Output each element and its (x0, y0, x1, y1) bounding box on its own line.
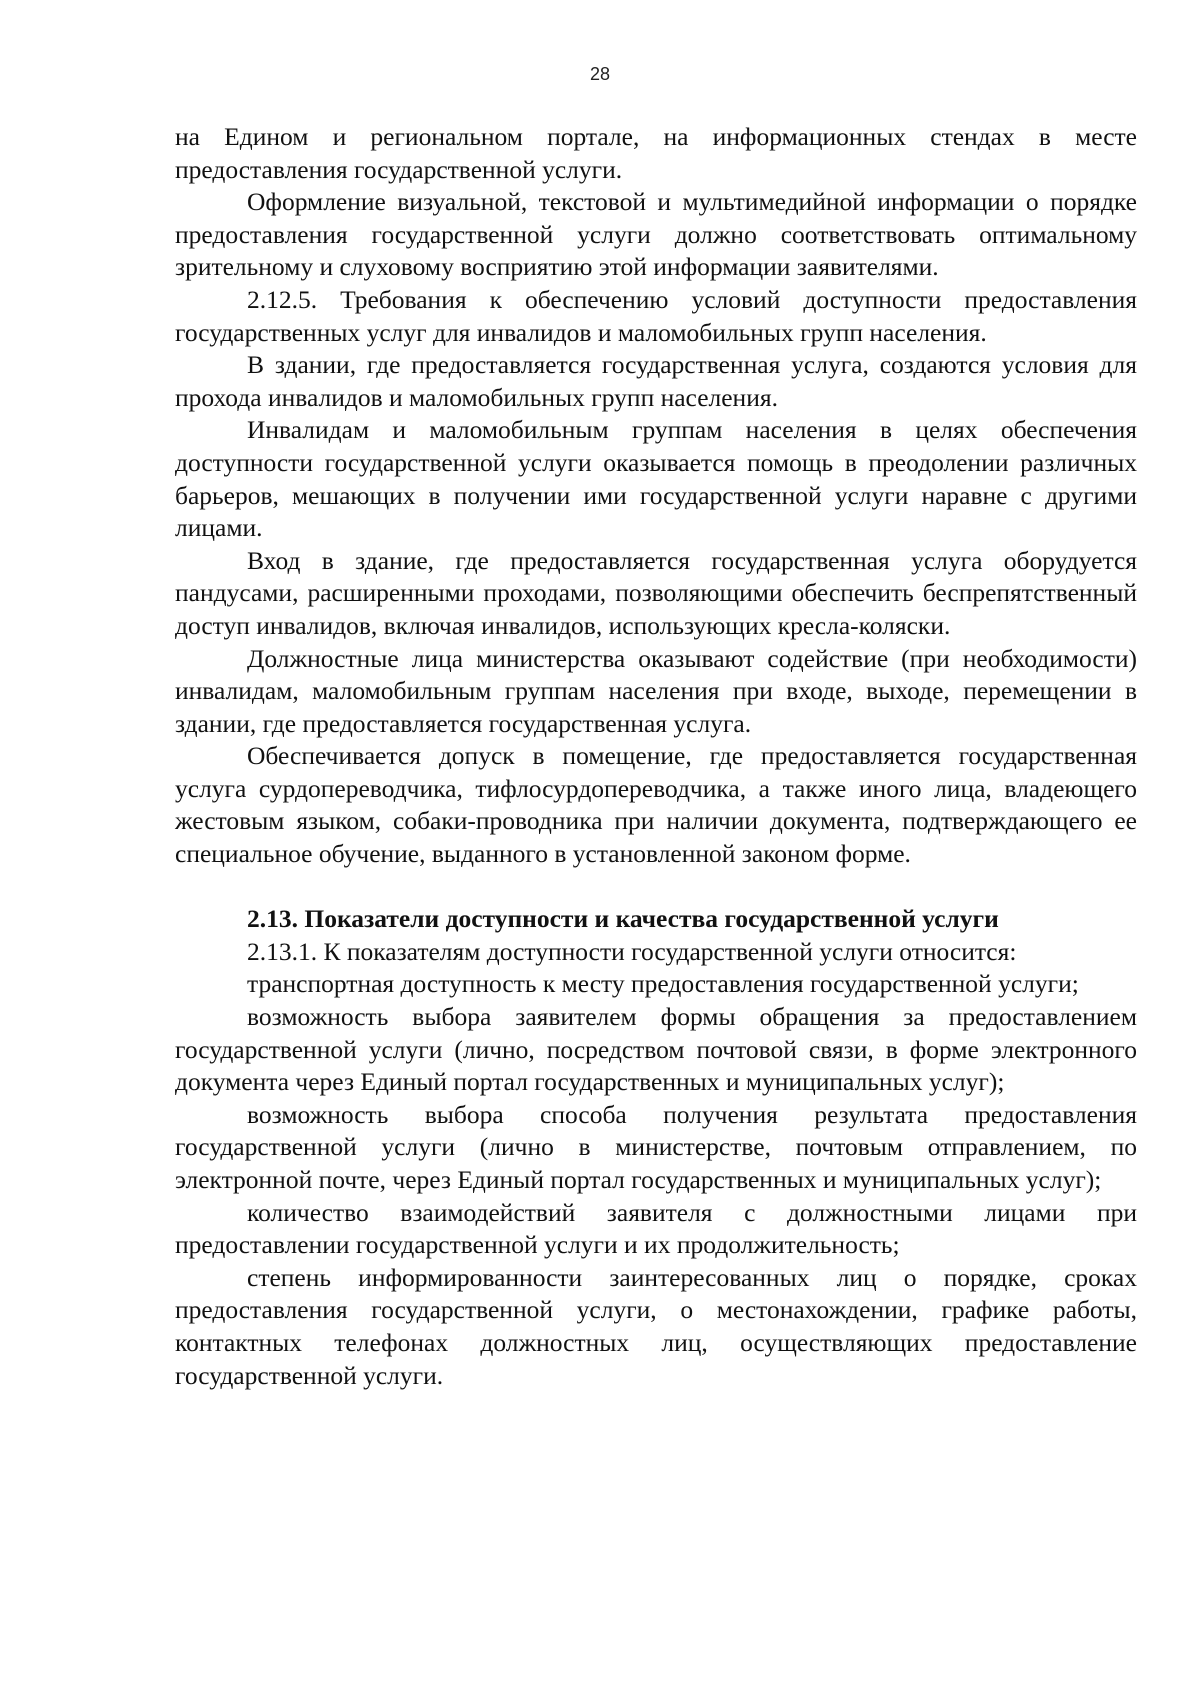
paragraph: В здании, где предоставляется государственная услуга, создаются условия для прохода инвалидов и маломобильных групп населения. (175, 350, 1137, 412)
paragraph: возможность выбора способа получения результата предоставления государственной услуги (лично в министерстве, почтовым отправлением, по электронной почте, через Единый портал государственных и муниципальных услуг); (175, 1099, 1137, 1194)
paragraph: Обеспечивается допуск в помещение, где предоставляется государственная услуга сурдопереводчика, тифлосурдопереводчика, а также иного лица, владеющего жестовым языком, собаки-проводника при наличии документа, подтверждающего ее специальное обучение, выданного в установленной законом форме. (175, 741, 1137, 869)
paragraph: Инвалидам и маломобильным группам населения в целях обеспечения доступности государственной услуги оказывается помощь в преодолении различных барьеров, мешающих в получении ими государственной услуги наравне с другими лицами. (175, 415, 1137, 543)
document-body (175, 121, 1137, 1392)
paragraph: Вход в здание, где предоставляется государственная услуга оборудуется пандусами, расширенными проходами, позволяющими обеспечить беспрепятственный доступ инвалидов, включая инвалидов, использующих кресла-коляски. (175, 545, 1137, 640)
paragraph: Должностные лица министерства оказывают содействие (при необходимости) инвалидам, маломобильным группам населения при входе, выходе, перемещении в здании, где предоставляется государственная услуга. (175, 643, 1137, 738)
paragraph: 2.13.1. К показателям доступности государственной услуги относится: (247, 936, 1017, 966)
paragraph: степень информированности заинтересованных лиц о порядке, сроках предоставления государственной услуги, о местонахождении, графике работы, контактных телефонах должностных лиц, осуществляющих предоставление государственной услуги. (175, 1262, 1137, 1390)
section-heading: 2.13. Показатели доступности и качества государственной услуги (247, 904, 999, 934)
paragraph: количество взаимодействий заявителя с должностными лицами при предоставлении государственной услуги и их продолжительность; (175, 1197, 1137, 1260)
paragraph: 2.12.5. Требования к обеспечению условий доступности предоставления государственных услуг для инвалидов и маломобильных групп населения. (175, 284, 1137, 347)
paragraph: Оформление визуальной, текстовой и мультимедийной информации о порядке предоставления государственной услуги должно соответствовать оптимальному зрительному и слуховому восприятию этой информации заявителями. (175, 187, 1137, 282)
page-number: 28 (589, 64, 611, 84)
paragraph: на Едином и региональном портале, на информационных стендах в месте предоставления государственной услуги. (175, 122, 1137, 184)
paragraph: транспортная доступность к месту предоставления государственной услуги; (247, 969, 1079, 999)
paragraph: возможность выбора заявителем формы обращения за предоставлением государственной услуги (лично, посредством почтовой связи, в форме электронного документа через Единый портал государственных и муниципальных услуг); (175, 1002, 1137, 1097)
